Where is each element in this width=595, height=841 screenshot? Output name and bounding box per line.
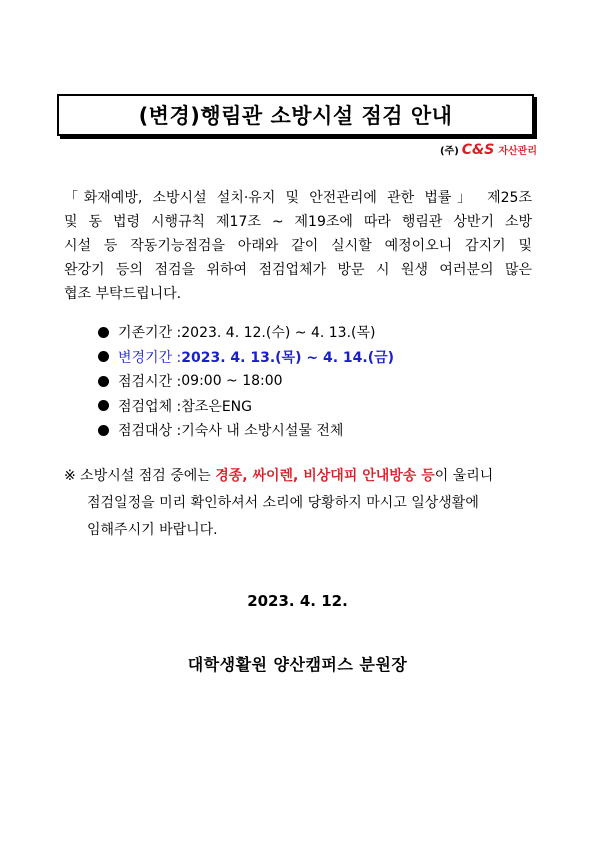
note-line: 점검일정을 미리 확인하셔서 소리에 당황하지 마시고 일상생활에	[87, 495, 479, 511]
company-logo	[440, 142, 537, 158]
company-brand: C&S	[461, 142, 495, 158]
note-highlight: 경종, 싸이렌, 비상대피 안내방송 등	[215, 468, 435, 484]
note-prefix: ※ 소방시설 점검 중에는	[64, 468, 216, 484]
intro-line: 「화재예방, 소방시설 설치·유지 및 안전관리에 관한 법률」 제25조	[64, 190, 532, 206]
item-value: 2023. 4. 12.(수) ~ 4. 13.(목)	[181, 325, 376, 342]
note-suffix: 이 울리니	[434, 468, 494, 484]
list-item	[98, 394, 394, 419]
notice-note	[64, 463, 493, 544]
note-line: 임해주시기 바랍니다.	[87, 522, 218, 538]
company-tail: 자산관리	[498, 146, 537, 157]
item-value: 2023. 4. 13.(목) ~ 4. 14.(금)	[181, 349, 395, 366]
list-item	[98, 369, 394, 394]
intro-line: 및 동 법령 시행규칙 제17조 ~ 제19조에 따라 행림관 상반기 소방	[64, 214, 532, 230]
bullet-icon	[98, 376, 109, 387]
list-item	[98, 320, 394, 345]
item-label: 기존기간 :	[118, 325, 182, 342]
bullet-icon	[98, 351, 109, 362]
intro-line: 시설 등 작동기능점검을 아래와 같이 실시할 예정이오니 감지기 및	[64, 238, 532, 254]
issuer-org: 대학생활원 양산캠퍼스 분원장	[187, 655, 408, 674]
item-value: 참조은ENG	[181, 398, 253, 415]
bullet-icon	[98, 425, 109, 436]
intro-paragraph	[64, 186, 532, 306]
item-value: 기숙사 내 소방시설물 전체	[181, 423, 344, 440]
note-line	[64, 463, 493, 490]
page-title: (변경)행림관 소방시설 점검 안내	[138, 104, 453, 128]
item-label: 점검대상 :	[118, 423, 182, 440]
schedule-list	[98, 320, 394, 443]
document-date: 2023. 4. 12.	[247, 592, 348, 610]
intro-line: 협조 부탁드립니다.	[64, 286, 182, 302]
bullet-icon	[98, 327, 109, 338]
bullet-icon	[98, 400, 109, 411]
item-label: 점검시간 :	[118, 374, 182, 391]
company-paren: (주)	[439, 146, 459, 157]
list-item	[98, 418, 394, 443]
item-value: 09:00 ~ 18:00	[181, 373, 283, 390]
item-label: 점검업체 :	[118, 398, 182, 415]
intro-line: 완강기 등의 점검을 위하여 점검업체가 방문 시 원생 여러분의 많은	[64, 262, 532, 278]
title-box	[57, 94, 534, 136]
list-item	[98, 345, 394, 370]
item-label: 변경기간 :	[118, 349, 182, 366]
